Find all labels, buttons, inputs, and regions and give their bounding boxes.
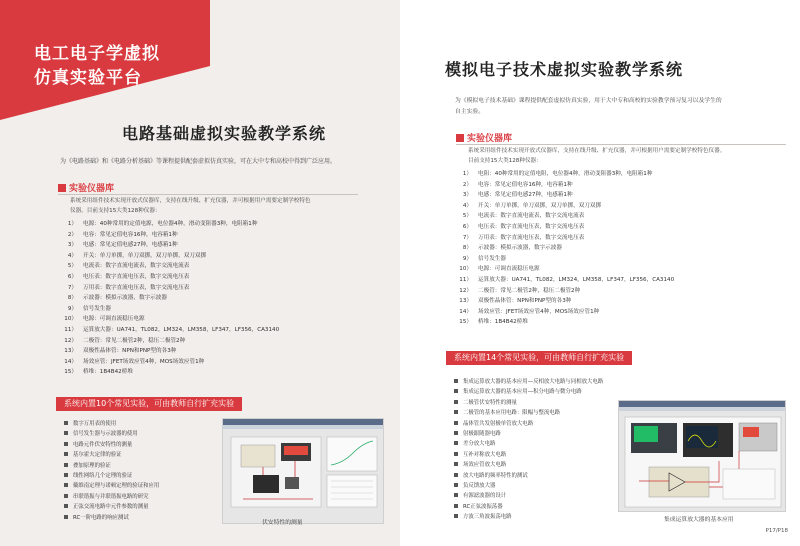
left-description: 系统采用组件技术实现开放式仪器库，支持在线升级、扩充仪器，并可根据用户需要定制学校特色 仪器。目前支持15大类128种仪器： xyxy=(70,198,311,214)
instrument-number: 3） xyxy=(67,242,77,249)
right-page-heading: 模拟电子技术虚拟实验教学系统 xyxy=(445,60,684,79)
experiment-item xyxy=(454,377,603,387)
experiment-text: 正弦交流电路中元件参数的测量 xyxy=(73,504,149,511)
bullet-square-icon xyxy=(64,494,68,498)
instrument-item xyxy=(450,264,674,275)
instrument-number: 11） xyxy=(459,276,472,283)
instrument-number: 2） xyxy=(462,181,472,188)
experiment-text: 差分放大电路 xyxy=(463,441,496,448)
experiment-text: 二极管伏安特性的测量 xyxy=(463,399,517,406)
experiment-item xyxy=(454,460,603,470)
instrument-item xyxy=(55,251,279,262)
instrument-text: 双极性晶体管：NPN和PNP型的各3种 xyxy=(478,298,572,305)
instrument-item xyxy=(450,180,674,191)
instrument-text: 场效应管：JFET场效应管4种，MOS场效应管1种 xyxy=(83,358,205,365)
bullet-square-icon xyxy=(454,379,458,383)
experiment-text: RC正弦波振荡器 xyxy=(463,503,503,510)
bullet-square-icon xyxy=(64,463,68,467)
instrument-number: 8） xyxy=(462,245,472,252)
bullet-square-icon xyxy=(454,462,458,466)
experiment-text: 信号发生器与示波器的使用 xyxy=(73,431,138,438)
instrument-text: 电感：常见定值电感27种，电感箱1种 xyxy=(83,242,178,249)
instrument-text: 示波器：模拟示波器，数字示波器 xyxy=(478,245,562,252)
instrument-number: 2） xyxy=(67,231,77,238)
experiment-text: 方波三角波振荡电路 xyxy=(463,514,512,521)
right-description: 系统采用组件技术实现开放式仪器库，支持在线升级、扩充仪器，并可根据用户需要定制学校特色仪器。 目前支持15大类128种仪器： xyxy=(468,148,726,164)
instrument-text: 示波器：模拟示波器，数字示波器 xyxy=(83,295,167,302)
instrument-item xyxy=(450,243,674,254)
experiment-text: 集成运算放大器的基本应用—反相放大电路与同相放大电路 xyxy=(463,379,604,385)
instrument-text: 电源：40种常用的定值电源，电位器4种，滑动变阻器3种，电阻箱1种 xyxy=(83,221,258,227)
instrument-number: 1） xyxy=(67,221,77,227)
bullet-square-icon xyxy=(454,410,458,414)
instrument-item xyxy=(450,222,674,233)
instrument-item xyxy=(55,230,279,241)
experiment-text: 负反馈放大器 xyxy=(463,482,496,489)
bullet-square-icon xyxy=(454,421,458,425)
experiment-item xyxy=(64,502,159,512)
bullet-square-icon xyxy=(64,483,68,487)
instrument-number: 7） xyxy=(67,284,77,291)
left-screenshot-caption: 伏安特性的测量 xyxy=(262,520,303,526)
instrument-text: 电源：可调直流稳压电源 xyxy=(83,316,145,323)
experiment-item xyxy=(454,502,603,512)
experiment-text: 放大电路的频率特性的测试 xyxy=(463,472,528,479)
instrument-item xyxy=(450,307,674,318)
instrument-item xyxy=(55,261,279,272)
instrument-number: 4） xyxy=(462,202,472,209)
bullet-square-icon xyxy=(64,515,68,519)
instrument-text: 电阻：40种常用的定值电阻，电位器4种，滑动变阻器3种，电阻箱1种 xyxy=(478,171,653,177)
instrument-text: 电流表：数字直流电流表，数字交流电流表 xyxy=(83,263,190,270)
circuit-simulation-image xyxy=(223,429,384,524)
experiment-item xyxy=(454,481,603,491)
instrument-text: 运算放大器：UA741，TL082，LM324，LM358，LF347，LF356，CA3140 xyxy=(478,276,675,283)
bullet-square-icon xyxy=(64,473,68,477)
section-square-icon xyxy=(456,134,464,142)
instrument-text: 桥堆：1B4B42桥堆 xyxy=(83,369,133,376)
right-page xyxy=(400,0,800,546)
bullet-square-icon xyxy=(64,421,68,425)
bullet-square-icon xyxy=(454,441,458,445)
instrument-number: 8） xyxy=(67,295,77,302)
experiment-text: 晶体管共发射极单管放大电路 xyxy=(463,420,534,427)
bullet-square-icon xyxy=(454,400,458,404)
instrument-text: 万用表：数字直流电压表，数字交流电压表 xyxy=(83,284,190,291)
instrument-number: 4） xyxy=(67,252,77,259)
experiment-text: 有源滤波器的设计 xyxy=(463,493,507,500)
experiment-item xyxy=(64,471,159,481)
experiment-item xyxy=(454,439,603,449)
instrument-number: 6） xyxy=(462,223,472,230)
bullet-square-icon xyxy=(64,431,68,435)
instrument-item xyxy=(55,219,279,230)
section-square-icon xyxy=(58,184,66,192)
experiment-item xyxy=(64,450,159,460)
experiment-text: 戴维南定理与诺顿定理的验证和应用 xyxy=(73,483,160,490)
instrument-text: 开关：单刀单掷，单刀双掷，双刀单掷，双刀双掷 xyxy=(478,202,602,209)
instrument-item xyxy=(55,272,279,283)
instrument-item xyxy=(55,325,279,336)
experiment-item xyxy=(454,450,603,460)
instrument-item xyxy=(55,293,279,304)
instrument-text: 电容：常见定值电容16种，电容箱1种 xyxy=(83,231,178,238)
experiment-item xyxy=(454,491,603,501)
left-section-title: 实验仪器库 xyxy=(58,181,114,194)
instrument-number: 3） xyxy=(462,192,472,199)
instrument-item xyxy=(450,201,674,212)
section-divider xyxy=(456,144,786,145)
instrument-text: 电感：常见定值电感27种，电感箱1种 xyxy=(478,192,573,199)
instrument-number: 12） xyxy=(64,337,77,344)
instrument-item xyxy=(450,190,674,201)
instrument-number: 10） xyxy=(459,266,472,273)
left-experiments-banner: 系统内置10个常见实验，可由教师自行扩充实验 xyxy=(56,397,242,411)
opamp-simulation-image xyxy=(619,411,786,512)
bullet-square-icon xyxy=(454,389,458,393)
instrument-text: 双极性晶体管：NPN和PNP型的各3种 xyxy=(83,348,177,355)
instrument-item xyxy=(450,254,674,265)
instrument-text: 电压表：数字直流电压表，数字交流电压表 xyxy=(478,223,585,230)
instrument-number: 1） xyxy=(462,171,472,177)
instrument-number: 9） xyxy=(462,255,472,262)
experiment-item xyxy=(64,461,159,471)
instrument-number: 15） xyxy=(64,369,77,376)
right-instrument-list xyxy=(450,169,674,328)
instrument-text: 桥堆：1B4B42桥堆 xyxy=(478,319,528,326)
experiment-text: 电路元件伏安特性的测量 xyxy=(73,441,133,448)
bullet-square-icon xyxy=(454,473,458,477)
instrument-text: 电压表：数字直流电压表，数字交流电压表 xyxy=(83,273,190,280)
bullet-square-icon xyxy=(64,452,68,456)
instrument-item xyxy=(450,317,674,328)
bullet-square-icon xyxy=(454,431,458,435)
experiment-text: 基尔霍夫定律的验证 xyxy=(73,452,122,459)
experiment-item xyxy=(64,440,159,450)
instrument-text: 二极管：常见二极管2种，稳压二极管2种 xyxy=(83,337,186,344)
right-experiments-banner: 系统内置14个常见实验，可由教师自行扩充实验 xyxy=(446,351,632,365)
instrument-number: 11） xyxy=(64,326,77,333)
instrument-text: 信号发生器 xyxy=(83,305,111,312)
instrument-text: 电流表：数字直流电流表，数字交流电流表 xyxy=(478,213,585,220)
instrument-item xyxy=(450,211,674,222)
bullet-square-icon xyxy=(64,504,68,508)
left-instrument-list xyxy=(55,219,279,378)
experiment-item xyxy=(454,398,603,408)
instrument-item xyxy=(450,286,674,297)
experiment-item xyxy=(64,429,159,439)
left-screenshot xyxy=(222,418,384,524)
instrument-number: 7） xyxy=(462,234,472,241)
instrument-number: 6） xyxy=(67,273,77,280)
instrument-text: 电容：常见定值电容16种，电容箱1种 xyxy=(478,181,573,188)
instrument-item xyxy=(55,367,279,378)
experiment-item xyxy=(454,387,603,397)
instrument-item xyxy=(55,240,279,251)
platform-title-line-1: 电工电子学虚拟 xyxy=(34,44,160,64)
left-intro: 为《电路基础》和《电路分析基础》等课程提供配套虚拟仿真实验，可在大中专和高校中得到广泛应用。 xyxy=(60,158,337,165)
experiment-text: 线性网络几个定理的验证 xyxy=(73,472,133,479)
instrument-text: 运算放大器：UA741，TL082，LM324，LM358，LF347，LF356，CA3140 xyxy=(83,326,280,333)
experiment-text: 数字万用表的使用 xyxy=(73,421,117,427)
platform-title-line-2: 仿真实验平台 xyxy=(34,68,142,88)
instrument-number: 14） xyxy=(459,308,472,315)
experiment-text: 串联谐振与并联谐振电路的研究 xyxy=(73,493,149,500)
experiment-item xyxy=(64,513,159,523)
instrument-text: 开关：单刀单掷，单刀双掷，双刀单掷，双刀双掷 xyxy=(83,252,207,259)
platform-title xyxy=(34,42,160,90)
instrument-item xyxy=(55,283,279,294)
experiment-item xyxy=(64,492,159,502)
instrument-number: 12） xyxy=(459,287,472,294)
experiment-item xyxy=(454,408,603,418)
right-intro: 为《模拟电子技术基础》课程提供配套虚拟仿真实验，用于大中专和高校的实验教学预习复习以及学生的 自主实验。 xyxy=(455,98,722,115)
experiment-item xyxy=(454,471,603,481)
bullet-square-icon xyxy=(454,493,458,497)
instrument-item xyxy=(55,314,279,325)
experiment-item xyxy=(454,512,603,522)
instrument-text: 电源：可调直流稳压电源 xyxy=(478,266,540,273)
instrument-item xyxy=(55,304,279,315)
right-screenshot xyxy=(618,400,786,512)
experiment-text: 互补对称放大电路 xyxy=(463,451,507,458)
experiment-text: RC一阶电路的响应测试 xyxy=(73,514,129,521)
experiment-text: 集成运算放大器的基本应用—积分电路与微分电路 xyxy=(463,389,582,396)
section-divider xyxy=(58,194,358,195)
instrument-item xyxy=(450,296,674,307)
instrument-number: 13） xyxy=(64,348,77,355)
experiment-text: 场效应管放大电路 xyxy=(463,462,507,469)
instrument-text: 场效应管：JFET场效应管4种，MOS场效应管1种 xyxy=(478,308,600,315)
instrument-number: 5） xyxy=(67,263,77,270)
page-number: P17/P18 xyxy=(765,528,788,534)
right-screenshot-caption: 集成运算放大器的基本应用 xyxy=(664,517,734,523)
experiment-item xyxy=(64,419,159,429)
right-experiment-list xyxy=(454,377,603,522)
instrument-item xyxy=(450,169,674,180)
instrument-text: 二极管：常见二极管2种，稳压二极管2种 xyxy=(478,287,581,294)
instrument-item xyxy=(450,233,674,244)
experiment-text: 射极跟随器电路 xyxy=(463,430,501,437)
experiment-item xyxy=(454,419,603,429)
instrument-number: 9） xyxy=(67,305,77,312)
experiment-item xyxy=(454,429,603,439)
instrument-text: 信号发生器 xyxy=(478,255,506,262)
instrument-number: 5） xyxy=(462,213,472,220)
bullet-square-icon xyxy=(454,483,458,487)
instrument-number: 15） xyxy=(459,319,472,326)
right-section-title: 实验仪器库 xyxy=(456,131,512,144)
instrument-item xyxy=(450,275,674,286)
bullet-square-icon xyxy=(64,442,68,446)
instrument-item xyxy=(55,346,279,357)
experiment-item xyxy=(64,481,159,491)
instrument-number: 13） xyxy=(459,298,472,305)
bullet-square-icon xyxy=(454,514,458,518)
bullet-square-icon xyxy=(454,504,458,508)
instrument-text: 万用表：数字直流电压表，数字交流电压表 xyxy=(478,234,585,241)
left-experiment-list xyxy=(64,419,159,523)
experiment-text: 二极管的基本应用电路：限幅与整流电路 xyxy=(463,410,561,417)
instrument-item xyxy=(55,357,279,368)
left-page-heading: 电路基础虚拟实验教学系统 xyxy=(122,124,327,143)
instrument-number: 10） xyxy=(64,316,77,323)
bullet-square-icon xyxy=(454,452,458,456)
instrument-number: 14） xyxy=(64,358,77,365)
experiment-text: 叠加原理的验证 xyxy=(73,462,111,469)
instrument-item xyxy=(55,336,279,347)
